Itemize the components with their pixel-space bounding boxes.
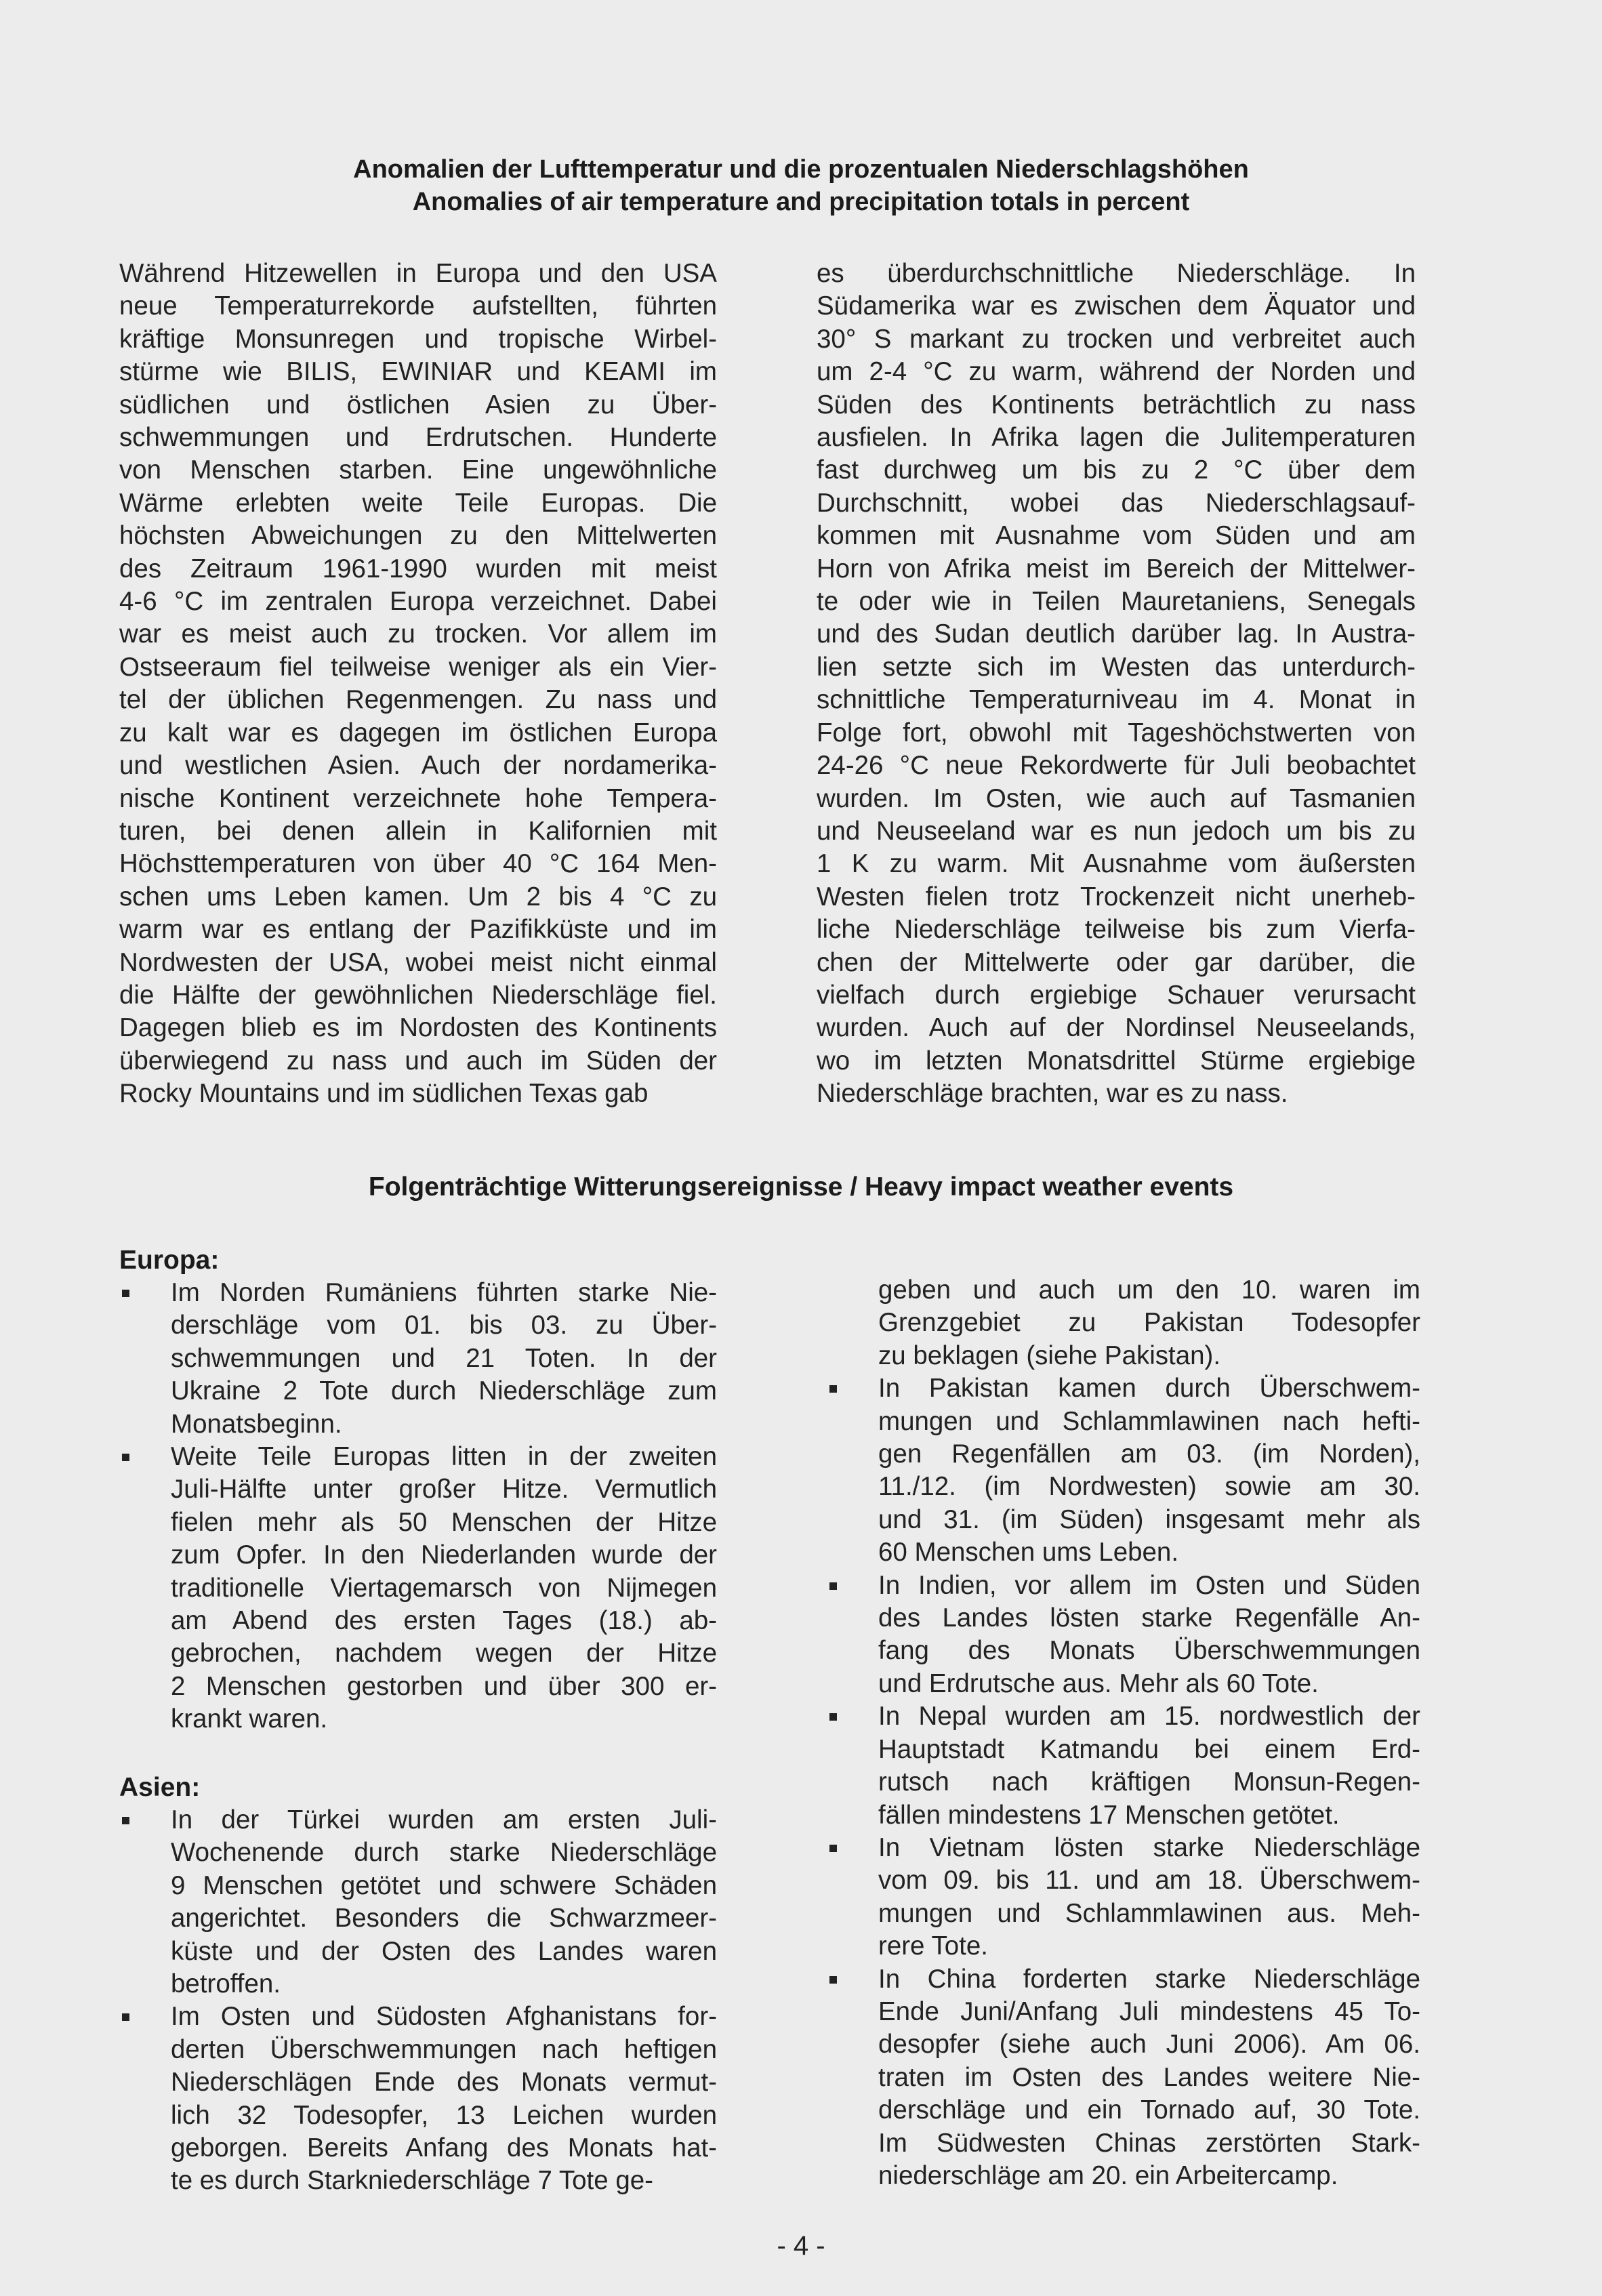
text-line: stürme wie BILIS, EWINIAR und KEAMI im [119,357,717,387]
text-line: und Erdrutsche aus. Mehr als 60 Tote. [878,1668,1319,1698]
text-line: traditionelle Viertagemarsch von Nijmegen [171,1573,717,1603]
text-line: am Abend des ersten Tages (18.) ab- [171,1606,717,1636]
bullet-item [827,1372,1420,1569]
bullet-item [827,1570,1420,1701]
text-line: betroffen. [171,1969,281,1999]
text-line: Während Hitzewellen in Europa und den USA [119,259,717,288]
text-line: Niederschläge brachten, war es zu nass. [817,1079,1288,1109]
text-line: Ostseeraum fiel teilweise weniger als ein Vier- [119,652,717,682]
text-line: fang des Monats Überschwemmungen [878,1636,1420,1666]
text-line: ausfielen. In Afrika lagen die Julitemperaturen [817,423,1416,453]
text-line: Wochenende durch starke Niederschläge [171,1838,717,1868]
text-line: Wärme erlebten weite Teile Europas. Die [119,488,717,518]
text-line: In Pakistan kamen durch Überschwem- [878,1374,1420,1403]
text-line: Weite Teile Europas litten in der zweiten [171,1442,717,1472]
text-line: überwiegend zu nass und auch im Süden der [119,1046,717,1075]
text-line: geben und auch um den 10. waren im [878,1275,1420,1305]
text-line: geborgen. Bereits Anfang des Monats hat- [171,2133,717,2163]
text-line: Ukraine 2 Tote durch Niederschläge zum [171,1376,717,1406]
text-line: schnittliche Temperaturniveau im 4. Monat in [817,685,1416,715]
text-line: fast durchweg um bis zu 2 °C über dem [817,455,1416,485]
text-line: 4-6 °C im zentralen Europa verzeichnet. Dabei [119,587,717,617]
text-line: kommen mit Ausnahme vom Süden und am [817,521,1416,551]
text-line: des Landes lösten starke Regenfälle An- [878,1603,1420,1633]
text-line: In Indien, vor allem im Osten und Süden [878,1570,1420,1600]
text-line: von Menschen starben. Eine ungewöhnliche [119,455,717,485]
text-line: mungen und Schlammlawinen aus. Meh- [878,1898,1420,1928]
text-line: 11./12. (im Nordwesten) sowie am 30. [878,1472,1420,1502]
text-line: südlichen und östlichen Asien zu Über- [119,390,717,419]
text-line: fielen mehr als 50 Menschen der Hitze [171,1507,717,1537]
text-line: Rocky Mountains und im südlichen Texas gab [119,1079,649,1109]
text-line: und Neuseeland war es nun jedoch um bis zu [817,816,1416,846]
bullet-item [827,1700,1420,1832]
bullet-icon [829,1713,837,1721]
text-line: und westlichen Asien. Auch der nordamerika- [119,751,717,781]
text-line: rere Tote. [878,1931,988,1961]
text-line: vom 09. bis 11. und am 18. Überschwem- [878,1866,1420,1895]
text-line: war es meist auch zu trocken. Vor allem im [119,619,717,649]
text-line: Juli-Hälfte unter großer Hitze. Vermutlich [171,1475,717,1504]
asien-list [119,1804,717,2198]
text-line: liche Niederschläge teilweise bis zum Vierfa- [817,915,1416,945]
text-line: angerichtet. Besonders die Schwarzmeer- [171,1904,717,1933]
continuation-paragraph [827,1274,1420,1372]
text-line: zu beklagen (siehe Pakistan). [878,1340,1221,1370]
bullet-icon [122,1454,129,1461]
text-line: es überdurchschnittliche Niederschläge. In [817,259,1416,288]
text-line: Im Südwesten Chinas zerstörten Stark- [878,2128,1420,2158]
text-line: derschläge vom 01. bis 03. zu Über- [171,1311,717,1340]
text-line: des Zeitraum 1961-1990 wurden mit meist [119,554,717,583]
bullet-item [119,1277,717,1441]
europa-list [119,1277,717,1736]
text-line: und des Sudan deutlich darüber lag. In Austra- [817,619,1416,649]
text-line: Dagegen blieb es im Nordosten des Kontinents [119,1013,717,1043]
text-line: zum Opfer. In den Niederlanden wurde der [171,1540,717,1570]
text-line: 60 Menschen ums Leben. [878,1538,1179,1567]
text-line: derschläge und ein Tornado auf, 30 Tote. [878,2095,1420,2125]
text-line: Höchsttemperaturen von über 40 °C 164 Men- [119,849,717,879]
text-line: turen, bei denen allein in Kalifornien mit [119,816,717,846]
text-line: Ende Juni/Anfang Juli mindestens 45 To- [878,1996,1420,2026]
text-line: Süden des Kontinents beträchtlich zu nass [817,390,1416,419]
text-line: lich 32 Todesopfer, 13 Leichen wurden [171,2100,717,2130]
anomalies-left-column [119,258,717,1111]
text-line: te oder wie in Teilen Mauretaniens, Senegals [817,587,1416,617]
text-line: niederschläge am 20. ein Arbeitercamp. [878,2160,1338,2190]
text-line: tel der üblichen Regenmengen. Zu nass und [119,685,717,715]
text-line: desopfer (siehe auch Juni 2006). Am 06. [878,2030,1420,2059]
bullet-icon [122,1290,129,1297]
text-line: vielfach durch ergiebige Schauer verursacht [817,980,1416,1010]
page-number: - 4 - [777,2231,825,2261]
anomalies-right-column [817,258,1416,1111]
text-line: Durchschnitt, wobei das Niederschlagsauf- [817,488,1416,518]
text-line: lien setzte sich im Westen das unterdurch- [817,652,1416,682]
text-line: 24-26 °C neue Rekordwerte für Juli beobachtet [817,751,1416,781]
text-line: In China forderten starke Niederschläge [878,1964,1420,1994]
bullet-item [119,2001,717,2197]
bullet-icon [122,1817,129,1824]
bullet-item [827,1963,1420,2193]
text-line: 9 Menschen getötet und schwere Schäden [171,1870,717,1900]
text-line: Westen fielen trotz Trockenzeit nicht unerheb- [817,882,1416,911]
text-line: wurden. Auch auf der Nordinsel Neuseelands, [817,1013,1416,1043]
text-line: Monatsbeginn. [171,1409,342,1439]
title-german: Anomalien der Lufttemperatur und die prozentualen Niederschlagshöhen [353,155,1249,184]
text-line: rutsch nach kräftigen Monsun-Regen- [878,1767,1420,1797]
text-line: 30° S markant zu trocken und verbreitet auch [817,324,1416,354]
text-line: Folge fort, obwohl mit Tageshöchstwerten von [817,718,1416,747]
text-line: und 31. (im Süden) insgesamt mehr als [878,1504,1420,1534]
bullet-icon [829,1976,837,1984]
text-line: krankt waren. [171,1704,328,1734]
bullet-item [119,1441,717,1736]
bullet-item [119,1804,717,2001]
europa-heading: Europa: [119,1246,220,1275]
bullet-item [827,1832,1420,1963]
text-line: gebrochen, nachdem wegen der Hitze [171,1639,717,1668]
text-line: um 2-4 °C zu warm, während der Norden und [817,357,1416,387]
text-line: te es durch Starkniederschläge 7 Tote ge- [171,2166,653,2196]
text-line: kräftige Monsunregen und tropische Wirbel- [119,324,717,354]
text-line: nische Kontinent verzeichnete hohe Tempera- [119,783,717,813]
text-line: Nordwesten der USA, wobei meist nicht einmal [119,947,717,977]
events-right-column [827,1274,1420,2192]
text-line: In der Türkei wurden am ersten Juli- [171,1805,717,1834]
text-line: fällen mindestens 17 Menschen getötet. [878,1800,1340,1830]
text-line: schen ums Leben kamen. Um 2 bis 4 °C zu [119,882,717,911]
text-line: die Hälfte der gewöhnlichen Niederschläge fiel. [119,980,717,1010]
text-line: Südamerika war es zwischen dem Äquator und [817,291,1416,321]
bullet-icon [829,1845,837,1852]
asien-heading: Asien: [119,1773,201,1802]
text-line: Hauptstadt Katmandu bei einem Erd- [878,1734,1420,1764]
text-line: küste und der Osten des Landes waren [171,1936,717,1966]
text-line: Grenzgebiet zu Pakistan Todesopfer [878,1308,1420,1338]
text-line: wo im letzten Monatsdrittel Stürme ergiebige [817,1046,1416,1075]
bullet-icon [829,1385,837,1393]
text-line: derten Überschwemmungen nach heftigen [171,2034,717,2064]
text-line: gen Regenfällen am 03. (im Norden), [878,1439,1420,1469]
text-line: wurden. Im Osten, wie auch auf Tasmanien [817,783,1416,813]
bullet-icon [829,1582,837,1590]
text-line: zu kalt war es dagegen im östlichen Europa [119,718,717,747]
text-line: höchsten Abweichungen zu den Mittelwerten [119,521,717,551]
text-line: traten im Osten des Landes weitere Nie- [878,2062,1420,2092]
text-line: Im Osten und Südosten Afghanistans for- [171,2002,717,2032]
text-line: chen der Mittelwerte oder gar darüber, die [817,947,1416,977]
text-line: Niederschlägen Ende des Monats vermut- [171,2068,717,2097]
text-line: mungen und Schlammlawinen nach hefti- [878,1406,1420,1436]
text-line: schwemmungen und Erdrutschen. Hunderte [119,423,717,453]
text-line: In Vietnam lösten starke Niederschläge [878,1832,1420,1862]
text-line: In Nepal wurden am 15. nordwestlich der [878,1702,1420,1731]
text-line: neue Temperaturrekorde aufstellten, führten [119,291,717,321]
title-english: Anomalies of air temperature and precipitation totals in percent [412,188,1190,216]
text-line: Im Norden Rumäniens führten starke Nie- [171,1278,717,1307]
text-line: warm war es entlang der Pazifikküste und im [119,915,717,945]
bullet-icon [122,2013,129,2021]
text-line: Horn von Afrika meist im Bereich der Mittelwer- [817,554,1416,583]
text-line: 1 K zu warm. Mit Ausnahme vom äußersten [817,849,1416,879]
text-line: schwemmungen und 21 Toten. In der [171,1343,717,1373]
events-heading: Folgenträchtige Witterungsereignisse / Heavy impact weather events [368,1172,1234,1202]
text-line: 2 Menschen gestorben und über 300 er- [171,1671,717,1701]
